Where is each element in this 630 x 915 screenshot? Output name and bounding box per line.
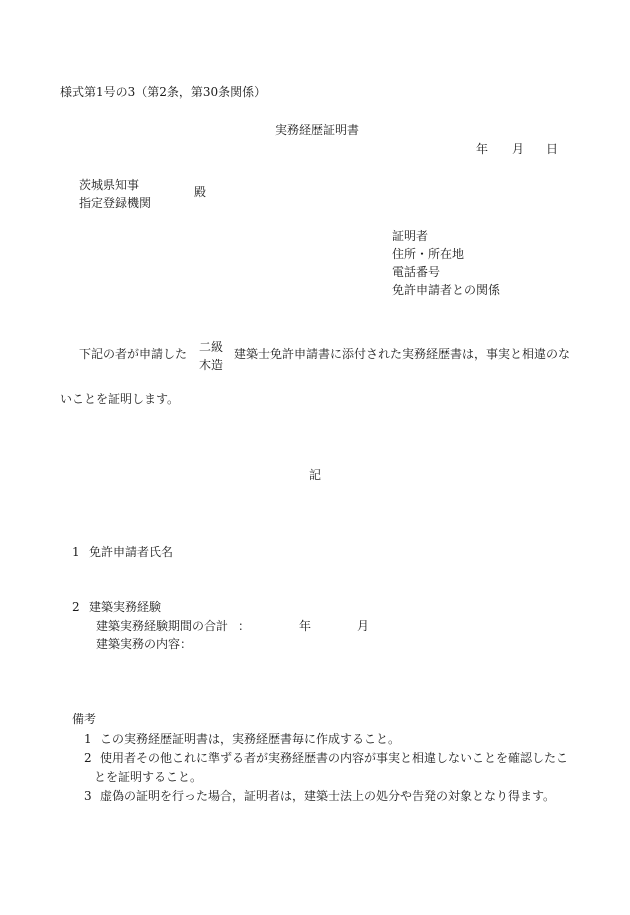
form-reference: 様式第1号の3（第2条，第30条関係） — [60, 85, 267, 99]
license-type-nikyu: 二級 — [199, 340, 224, 354]
remark-text: 使用者その他これに準ずる者が実務経歴書の内容が事実と相違しないことを確認したこ — [100, 751, 569, 765]
certifier-label: 証明者 — [392, 229, 429, 243]
certifier-address-label: 住所・所在地 — [392, 247, 465, 261]
remark-number: 3 — [84, 789, 92, 803]
remarks-heading: 備考 — [72, 712, 97, 726]
experience-total-month: 月 — [357, 619, 370, 633]
certifier-relation-label: 免許申請者との関係 — [392, 283, 501, 297]
experience-total-colon: ： — [238, 619, 251, 633]
item2-number: 2 — [72, 600, 80, 614]
remark-number: 1 — [84, 732, 92, 746]
certifier-block — [392, 227, 500, 299]
experience-content-label: 建築実務の内容： — [96, 637, 193, 651]
ki-heading: 記 — [309, 468, 322, 482]
addressee-block — [79, 176, 151, 212]
item1-applicant-name-label: 免許申請者氏名 — [89, 545, 174, 559]
remark-item — [84, 751, 568, 765]
statement-body: 建築士免許申請書に添付された実務経歴書は，事実と相違のな — [234, 347, 571, 361]
license-type-mokuzo: 木造 — [199, 358, 224, 372]
honorific-dono: 殿 — [194, 185, 207, 199]
experience-total-label: 建築実務経験期間の合計 — [96, 619, 229, 633]
remark-text: 虚偽の証明を行った場合，証明者は，建築士法上の処分や告発の対象となり得ます。 — [100, 789, 556, 803]
statement-continuation: いことを証明します。 — [60, 392, 180, 406]
certifier-phone-label: 電話番号 — [392, 265, 441, 279]
addressee-governor: 茨城県知事 — [79, 178, 140, 192]
date-month-label: 月 — [512, 142, 525, 156]
remark-number: 2 — [84, 751, 92, 765]
date-day-label: 日 — [546, 142, 559, 156]
document-title: 実務経歴証明書 — [275, 123, 360, 137]
license-type-stack — [199, 338, 223, 374]
date-year-label: 年 — [476, 142, 489, 156]
remark-item — [84, 732, 400, 746]
remark-continuation: とを証明すること。 — [94, 770, 203, 784]
experience-total-year: 年 — [299, 619, 312, 633]
remark-text: この実務経歴証明書は，実務経歴書毎に作成すること。 — [100, 732, 401, 746]
item1-number: 1 — [72, 545, 80, 559]
addressee-registration-body: 指定登録機関 — [79, 196, 152, 210]
item2-experience-label: 建築実務経験 — [89, 600, 162, 614]
remark-item — [84, 789, 555, 803]
statement-prefix: 下記の者が申請した — [79, 347, 188, 361]
